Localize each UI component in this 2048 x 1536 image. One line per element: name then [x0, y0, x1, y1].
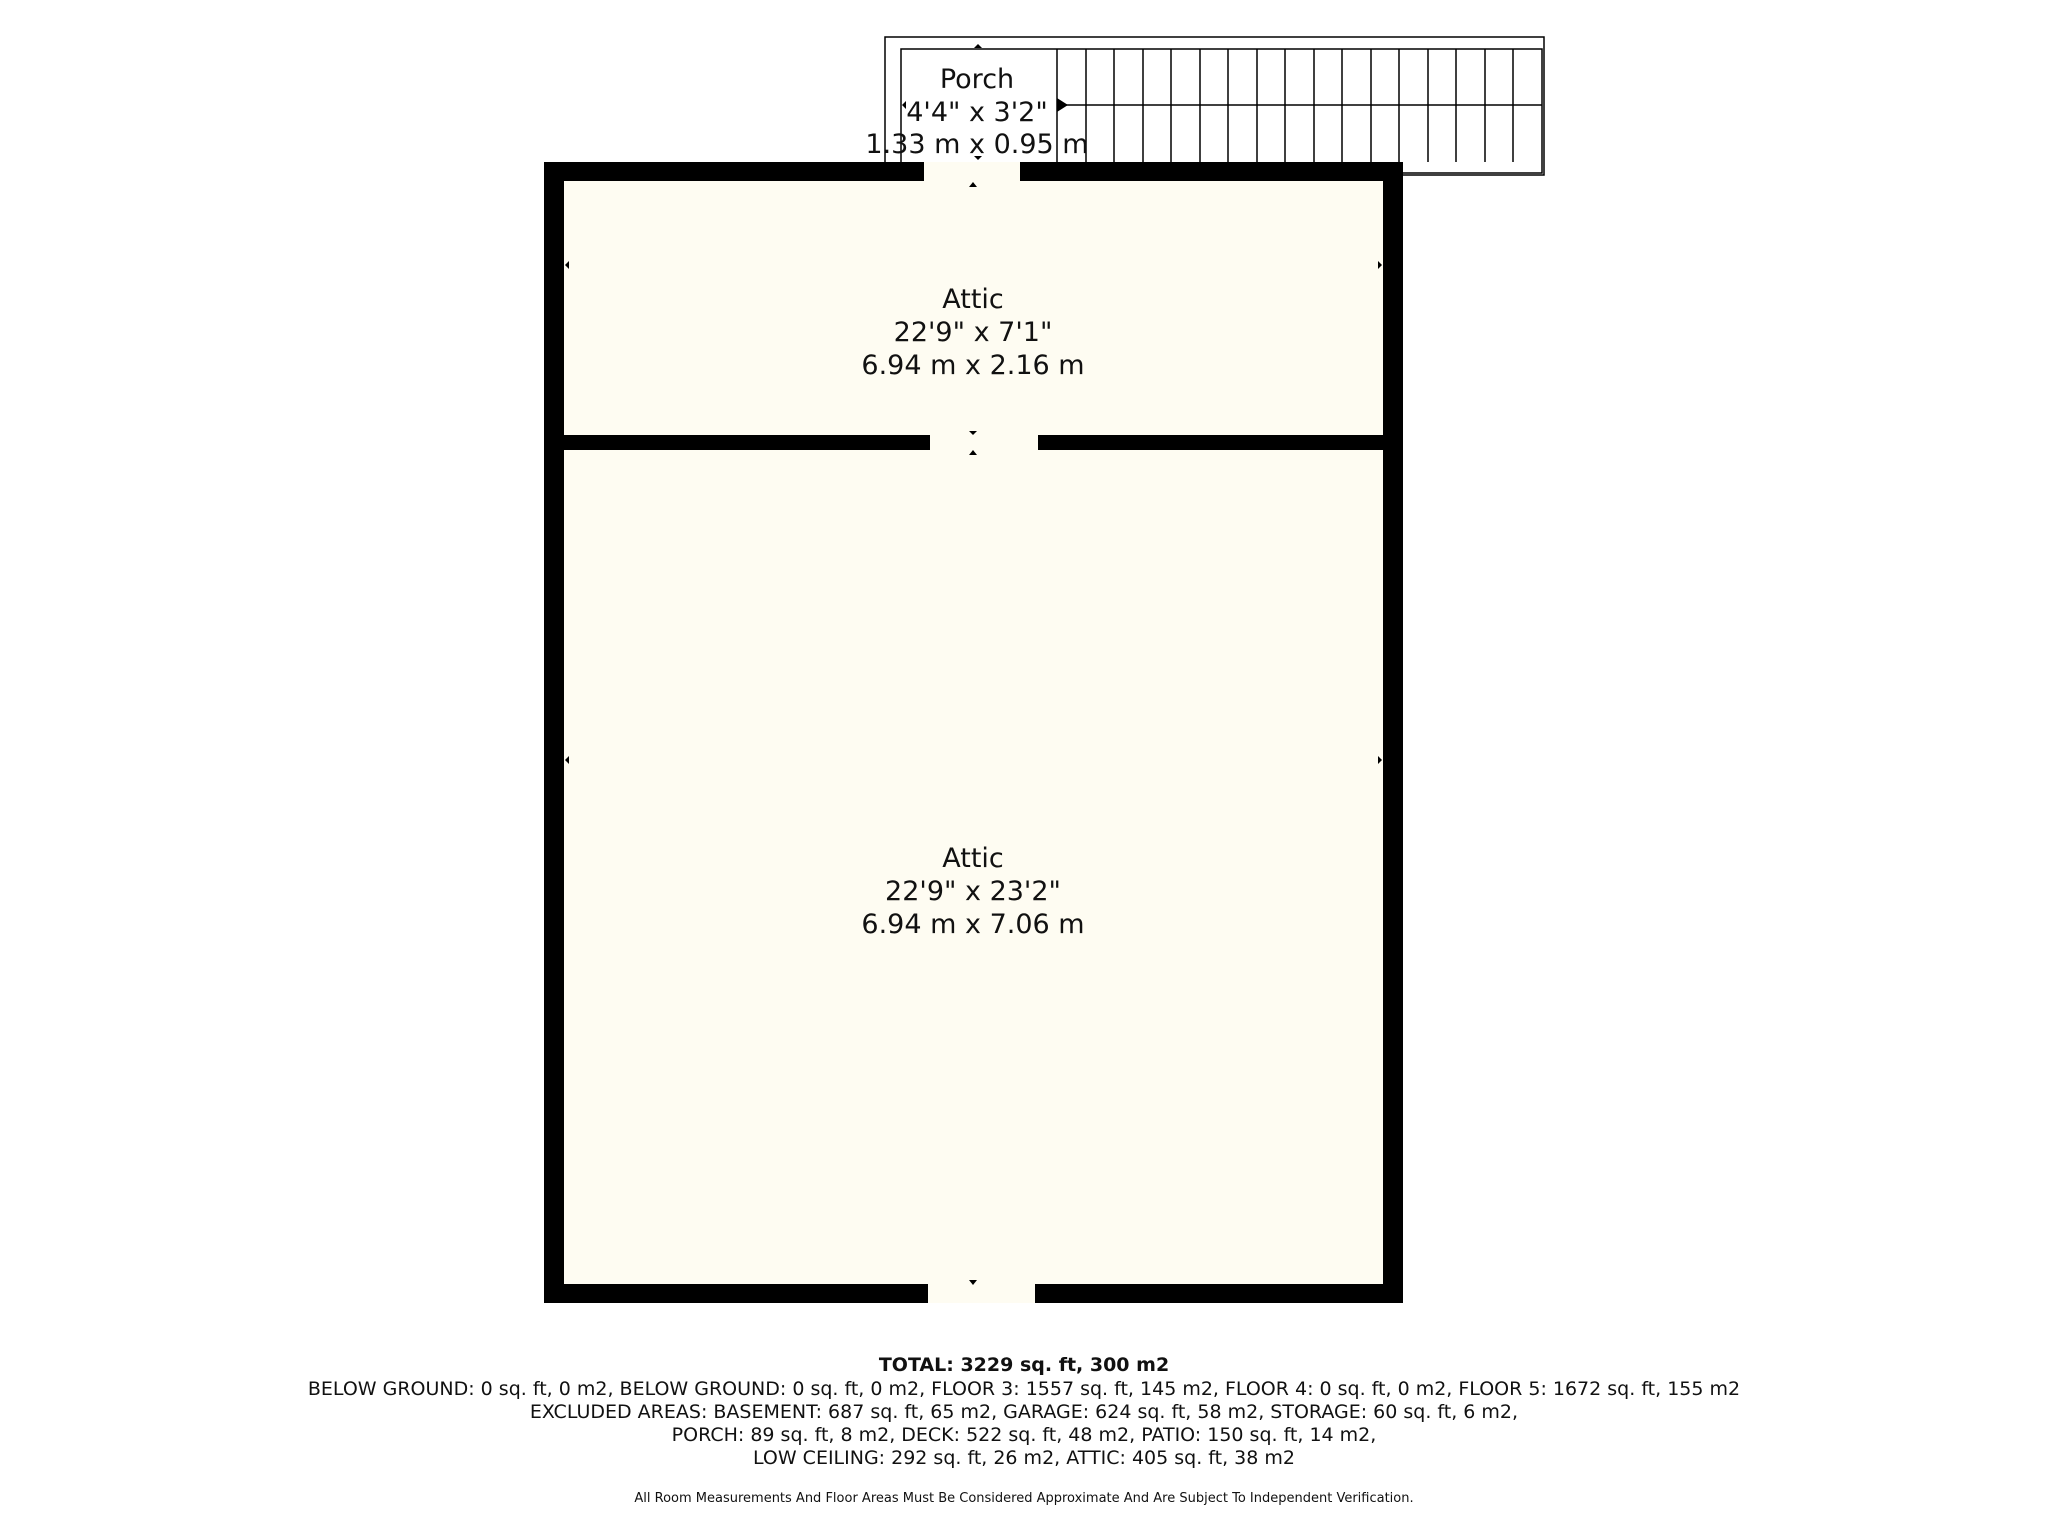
doorway-top	[924, 162, 1020, 182]
area-breakdown-line: EXCLUDED AREAS: BASEMENT: 687 sq. ft, 65 m2, GARAGE: 624 sq. ft, 58 m2, STORAGE: 60 sq. ft, 6 m2,	[529, 1401, 1519, 1423]
attic-upper-name: Attic	[942, 284, 1004, 315]
total-area: TOTAL: 3229 sq. ft, 300 m2	[878, 1354, 1170, 1376]
porch-dim-imperial: 4'4" x 3'2"	[906, 97, 1048, 128]
area-breakdown	[0, 1378, 2048, 1470]
doorway-middle	[930, 434, 1038, 451]
disclaimer: All Room Measurements And Floor Areas Must Be Considered Approximate And Are Subject To Independent Verification.	[634, 1491, 1414, 1506]
attic-lower-dim-metric: 6.94 m x 7.06 m	[861, 909, 1085, 940]
area-breakdown-line: LOW CEILING: 292 sq. ft, 26 m2, ATTIC: 405 sq. ft, 38 m2	[752, 1447, 1295, 1469]
area-breakdown-line: PORCH: 89 sq. ft, 8 m2, DECK: 522 sq. ft, 48 m2, PATIO: 150 sq. ft, 14 m2,	[671, 1424, 1377, 1446]
area-breakdown-line: BELOW GROUND: 0 sq. ft, 0 m2, BELOW GROUND: 0 sq. ft, 0 m2, FLOOR 3: 1557 sq. ft, 145 m2, FLOOR 4: 0 sq. ft, 0 m2, FLOOR 5: 1672 sq. ft, 155 m2	[307, 1378, 1741, 1400]
attic-upper-dim-imperial: 22'9" x 7'1"	[893, 317, 1053, 348]
attic-lower-name: Attic	[942, 843, 1004, 874]
porch-dim-metric: 1.33 m x 0.95 m	[865, 129, 1089, 160]
doorway-bottom	[928, 1283, 1035, 1303]
attic-upper-dim-metric: 6.94 m x 2.16 m	[861, 350, 1085, 381]
attic-lower-dim-imperial: 22'9" x 23'2"	[885, 876, 1061, 907]
porch-name: Porch	[939, 64, 1015, 95]
